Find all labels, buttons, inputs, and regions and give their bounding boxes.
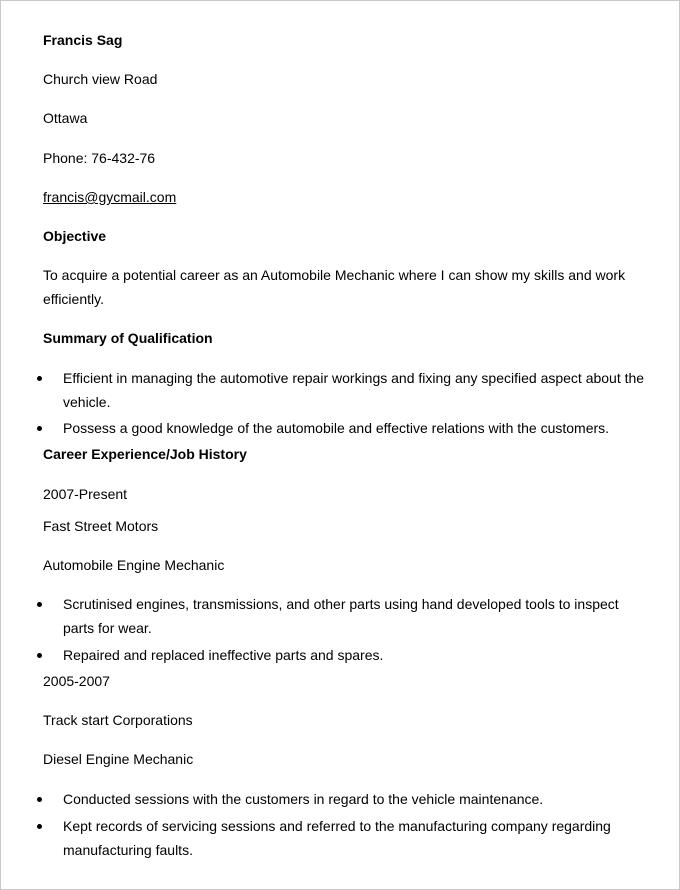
- job-duties-list: [1, 787, 680, 862]
- list-item: [1, 787, 653, 811]
- list-item-text: Efficient in managing the automotive repair workings and fixing any specified aspect about the vehicle.: [63, 370, 645, 410]
- objective-heading: Objective: [43, 228, 107, 244]
- job-title: Automobile Engine Mechanic: [43, 557, 225, 573]
- list-item: [1, 366, 653, 414]
- summary-heading: Summary of Qualification: [43, 330, 213, 346]
- resume-name: Francis Sag: [43, 32, 123, 48]
- bullet-icon: [37, 824, 42, 829]
- objective-text: To acquire a potential career as an Automobile Mechanic where I can show my skills and work efficiently.: [43, 267, 626, 307]
- phone: Phone: 76-432-76: [43, 150, 156, 166]
- job-title: Diesel Engine Mechanic: [43, 751, 194, 767]
- list-item: [1, 814, 653, 862]
- list-item-text: Conducted sessions with the customers in regard to the vehicle maintenance.: [63, 791, 544, 807]
- job-company: Fast Street Motors: [43, 518, 159, 534]
- list-item: [1, 643, 653, 667]
- career-heading: Career Experience/Job History: [43, 446, 247, 462]
- city: Ottawa: [43, 110, 88, 126]
- job-period: 2007-Present: [43, 486, 128, 502]
- email-link[interactable]: francis@gycmail.com: [43, 189, 177, 205]
- list-item-text: Repaired and replaced ineffective parts and spares.: [63, 647, 384, 663]
- list-item-text: Possess a good knowledge of the automobile and effective relations with the customers.: [63, 420, 610, 436]
- bullet-icon: [37, 653, 42, 658]
- job-company: Track start Corporations: [43, 712, 193, 728]
- bullet-icon: [37, 797, 42, 802]
- list-item: [1, 592, 653, 640]
- list-item: [1, 416, 653, 440]
- job-period: 2005-2007: [43, 673, 110, 689]
- job-duties-list: [1, 592, 680, 667]
- bullet-icon: [37, 376, 42, 381]
- list-item-text: Kept records of servicing sessions and referred to the manufacturing company regarding manufacturing faults.: [63, 818, 611, 858]
- list-item-text: Scrutinised engines, transmissions, and other parts using hand developed tools to inspect parts for wear.: [63, 596, 619, 636]
- bullet-icon: [37, 602, 42, 607]
- summary-list: [1, 366, 680, 440]
- bullet-icon: [37, 426, 42, 431]
- address-line: Church view Road: [43, 71, 158, 87]
